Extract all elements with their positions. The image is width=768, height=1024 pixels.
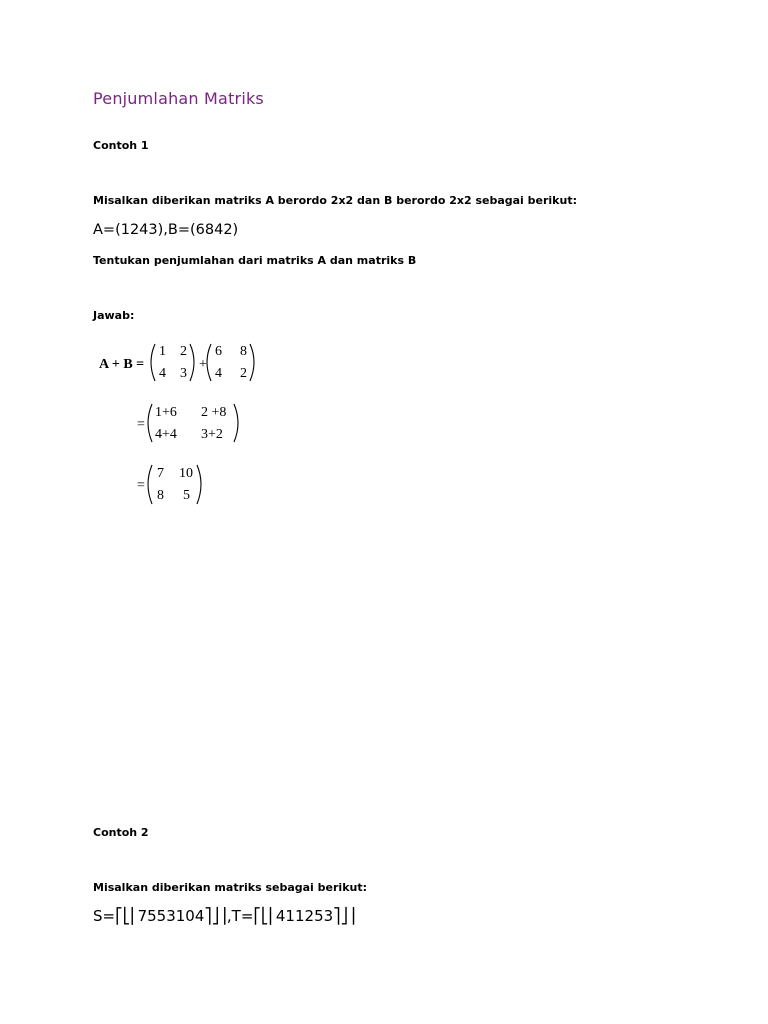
paren-right-b: [250, 344, 254, 381]
result-11: 7: [157, 466, 164, 481]
example2-intro: Misalkan diberikan matriks sebagai berikut:: [93, 881, 367, 894]
eq-sign-2: =: [137, 478, 145, 493]
page-title: Penjumlahan Matriks: [93, 89, 264, 108]
paren-left-a: [151, 344, 155, 381]
sum-21: 4+4: [155, 427, 177, 442]
paren-right-sum: [234, 404, 238, 442]
example1-heading: Contoh 1: [93, 139, 149, 152]
paren-left-result: [148, 465, 152, 504]
b-11: 6: [215, 344, 222, 359]
answer-label: Jawab:: [93, 309, 135, 322]
sum-12: 2 +8: [201, 405, 227, 420]
sum-11: 1+6: [155, 405, 177, 420]
a-12: 2: [180, 344, 187, 359]
paren-left-sum: [148, 404, 152, 442]
paren-right-result: [197, 465, 201, 504]
example1-formula: A=(1243),B=(6842): [93, 222, 239, 238]
matrix-addition-image: [93, 338, 273, 510]
result-21: 8: [157, 488, 164, 503]
paren-left-b: [207, 344, 211, 381]
a-21: 4: [159, 366, 166, 381]
paren-right-a: [190, 344, 194, 381]
a-22: 3: [180, 366, 187, 381]
b-22: 2: [240, 366, 247, 381]
example1-question: Tentukan penjumlahan dari matriks A dan matriks B: [93, 254, 417, 267]
result-12: 10: [179, 466, 193, 481]
example2-formula: S=⎡⎣⎢7553104⎤⎦⎥,T=⎡⎣⎢411253⎤⎦⎥: [93, 907, 356, 925]
sum-22: 3+2: [201, 427, 223, 442]
a-11: 1: [159, 344, 166, 359]
example2-heading: Contoh 2: [93, 826, 149, 839]
b-12: 8: [240, 344, 247, 359]
example1-intro: Misalkan diberikan matriks A berordo 2x2 dan B berordo 2x2 sebagai berikut:: [93, 194, 577, 207]
b-21: 4: [215, 366, 222, 381]
lhs-label: A + B =: [99, 357, 145, 372]
result-22: 5: [183, 488, 190, 503]
eq-sign-1: =: [137, 417, 145, 432]
plus-sign: +: [199, 357, 207, 372]
